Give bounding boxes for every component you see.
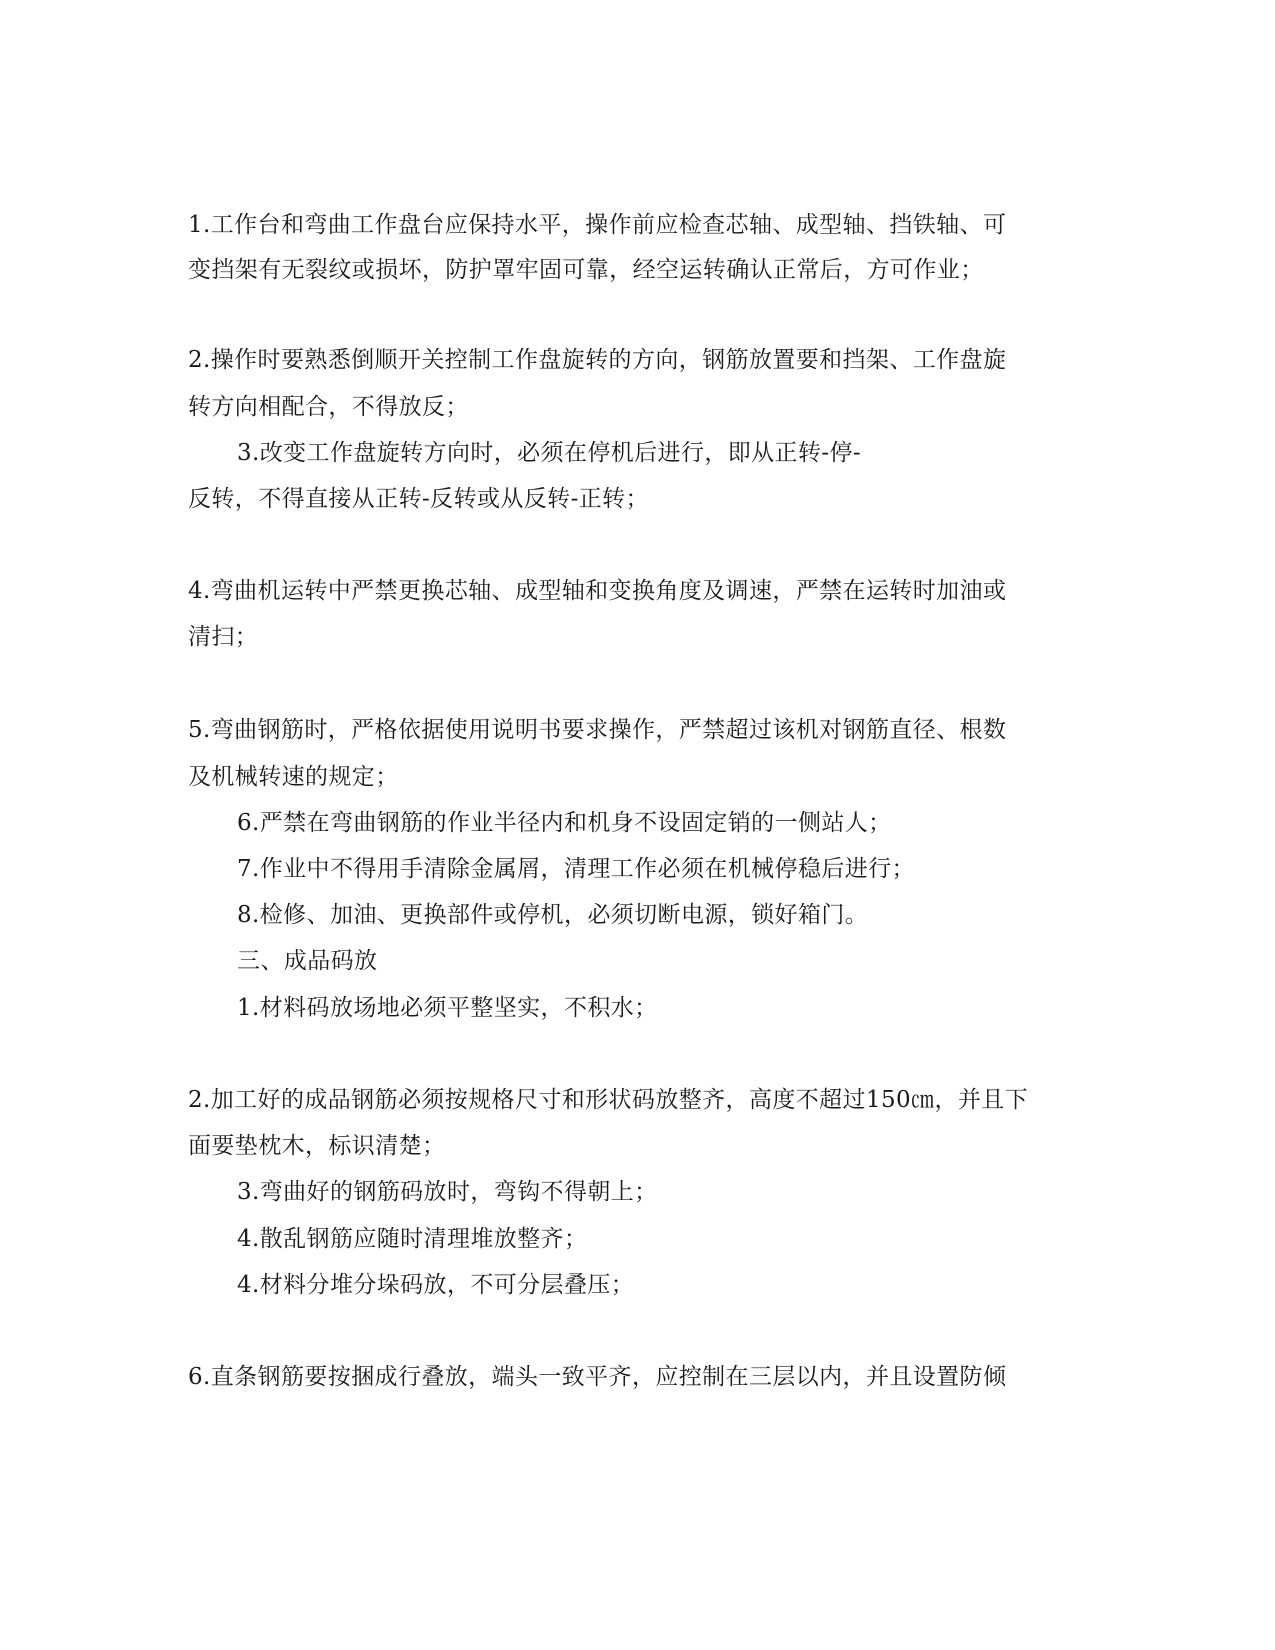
paragraph-1-line-2: 变挡架有无裂纹或损坏，防护罩牢固可靠，经空运转确认正常后，方可作业； <box>188 257 984 283</box>
paragraph-5-line-1: 5.弯曲钢筋时，严格依据使用说明书要求操作，严禁超过该机对钢筋直径、根数 <box>188 717 1007 743</box>
paragraph-4-line-1: 4.弯曲机运转中严禁更换芯轴、成型轴和变换角度及调速，严禁在运转时加油或 <box>188 578 1007 604</box>
paragraph-1-line-1: 1.工作台和弯曲工作盘台应保持水平，操作前应检查芯轴、成型轴、挡铁轴、可 <box>188 212 1007 238</box>
paragraph-3-line-2: 反转，不得直接从正转-反转或从反转-正转； <box>188 486 649 512</box>
storage-item-3: 3.弯曲好的钢筋码放时，弯钩不得朝上； <box>237 1179 658 1205</box>
paragraph-2-line-2: 转方向相配合，不得放反； <box>188 394 469 420</box>
section-heading: 三、成品码放 <box>237 948 378 974</box>
storage-item-4b: 4.材料分堆分垛码放，不可分层叠压； <box>237 1272 635 1298</box>
storage-item-1: 1.材料码放场地必须平整坚实，不积水； <box>237 995 658 1021</box>
storage-item-2-line-1: 2.加工好的成品钢筋必须按规格尺寸和形状码放整齐，高度不超过150㎝，并且下 <box>188 1087 1029 1113</box>
paragraph-7: 7.作业中不得用手清除金属屑，清理工作必须在机械停稳后进行； <box>237 856 915 882</box>
storage-item-6-line-1: 6.直条钢筋要按捆成行叠放，端头一致平齐，应控制在三层以内，并且设置防倾 <box>188 1364 1007 1390</box>
paragraph-4-line-2: 清扫； <box>188 624 259 650</box>
storage-item-2-line-2: 面要垫枕木，标识清楚； <box>188 1133 446 1159</box>
storage-item-4a: 4.散乱钢筋应随时清理堆放整齐； <box>237 1226 588 1252</box>
paragraph-2-line-1: 2.操作时要熟悉倒顺开关控制工作盘旋转的方向，钢筋放置要和挡架、工作盘旋 <box>188 347 1007 373</box>
paragraph-3-line-1: 3.改变工作盘旋转方向时，必须在停机后进行，即从正转-停- <box>237 440 862 466</box>
paragraph-8: 8.检修、加油、更换部件或停机，必须切断电源，锁好箱门。 <box>237 902 869 928</box>
paragraph-5-line-2: 及机械转速的规定； <box>188 764 399 790</box>
paragraph-6: 6.严禁在弯曲钢筋的作业半径内和机身不设固定销的一侧站人； <box>237 810 892 836</box>
